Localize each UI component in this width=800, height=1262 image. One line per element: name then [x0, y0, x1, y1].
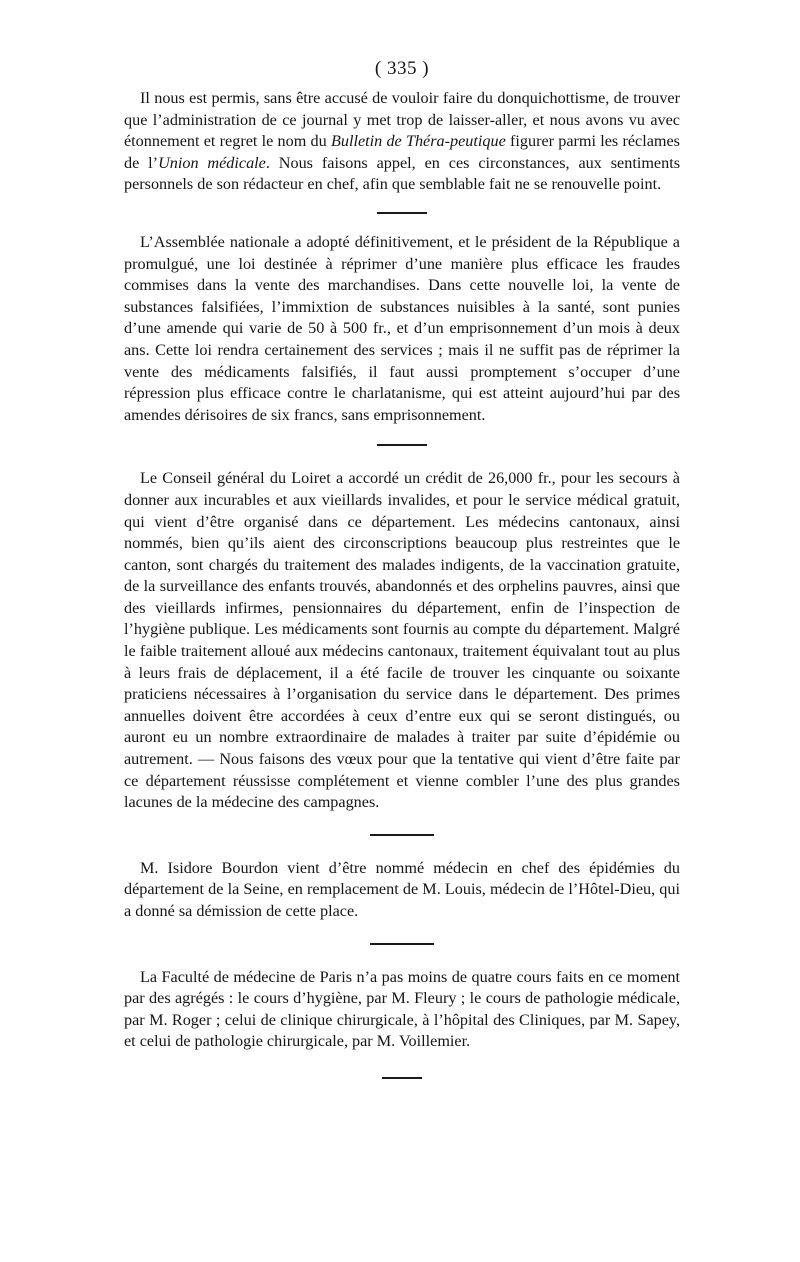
page-number: ( 335 ): [374, 58, 430, 79]
paragraph-assemblee-nationale: L’Assemblée nationale a adopté définitivement, et le président de la République a promulgué, une loi destinée à réprimer d’une manière plus efficace les fraudes commises dans la vente des marchandises. Dans cette nouvelle loi, la vente de substances falsifiées, l’immixtion de substances nuisibles à la santé, sont punies d’une amende qui varie de 50 à 500 fr., et d’un emprisonnement d’un mois à deux ans. Cette loi rendra certainement des services ; mais il ne suffit pas de réprimer la vente des médicaments falsifiés, il faut aussi promptement s’occuper d’une répression plus efficace contre le charlatanisme, qui est atteint aujourd’hui par des amendes dérisoires de six francs, sans emprisonnement.: [124, 232, 680, 424]
section-divider: [377, 444, 427, 446]
section-divider: [370, 943, 434, 945]
paragraph-editorial: Il nous est permis, sans être accusé de vouloir faire du donquichottisme, de trouver que l’administration de ce journal y met trop de laisser-aller, et nous avons vu avec étonnement et regret le nom du Bulletin de Théra-peutique figurer parmi les réclames de l’Union médicale. Nous faisons appel, en ces circonstances, aux sentiments personnels de son rédacteur en chef, afin que semblable fait ne se renouvelle point.: [124, 89, 680, 194]
section-divider: [377, 212, 427, 214]
paragraph-isidore-bourdon: M. Isidore Bourdon vient d’être nommé médecin en chef des épidémies du département de la Seine, en remplacement de M. Louis, médecin de l’Hôtel-Dieu, qui a donné sa démission de cette place.: [124, 858, 680, 920]
section-divider: [382, 1077, 422, 1079]
italic-title: Bulletin de Théra-peutique: [330, 132, 506, 151]
document-page: [124, 56, 680, 1079]
paragraph-faculte-medecine: La Faculté de médecine de Paris n’a pas moins de quatre cours faits en ce moment par des agrégés : le cours d’hygiène, par M. Fleury ; le cours de pathologie médicale, par M. Roger ; celui de clinique chirurgicale, à l’hôpital des Cliniques, par M. Sapey, et celui de pathologie chirurgicale, par M. Voillemier.: [124, 967, 680, 1051]
section-divider: [370, 834, 434, 836]
paragraph-conseil-general-loiret: Le Conseil général du Loiret a accordé un crédit de 26,000 fr., pour les secours à donner aux incurables et aux vieillards invalides, et pour le service médical gratuit, qui vient d’être organisé dans ce département. Les médecins cantonaux, ainsi nommés, bien qu’ils aient des circonscriptions beaucoup plus restreintes que le canton, sont chargés du traitement des malades indigents, de la vaccination gratuite, de la surveillance des enfants trouvés, abandonnés et des orphelins pauvres, ainsi que des vieillards infirmes, pensionnaires du département, enfin de l’inspection de l’hygiène publique. Les médicaments sont fournis au compte du département. Malgré le faible traitement alloué aux médecins cantonaux, traitement équivalant tout au plus à leurs frais de déplacement, il a été facile de trouver les cinquante ou soixante praticiens nécessaires à l’organisation du service dans le département. Des primes annuelles doivent être accordées à ceux d’entre eux qui se seront distingués, ou auront eu un nombre extraordinaire de malades à traiter par suite d’épidémie ou autrement. — Nous faisons des vœux pour que la tentative qui vient d’être faite par ce département réussisse complétement et vienne combler l’une des plus grandes lacunes de la médecine des campagnes.: [124, 469, 680, 812]
italic-title: Union médicale: [158, 153, 266, 172]
